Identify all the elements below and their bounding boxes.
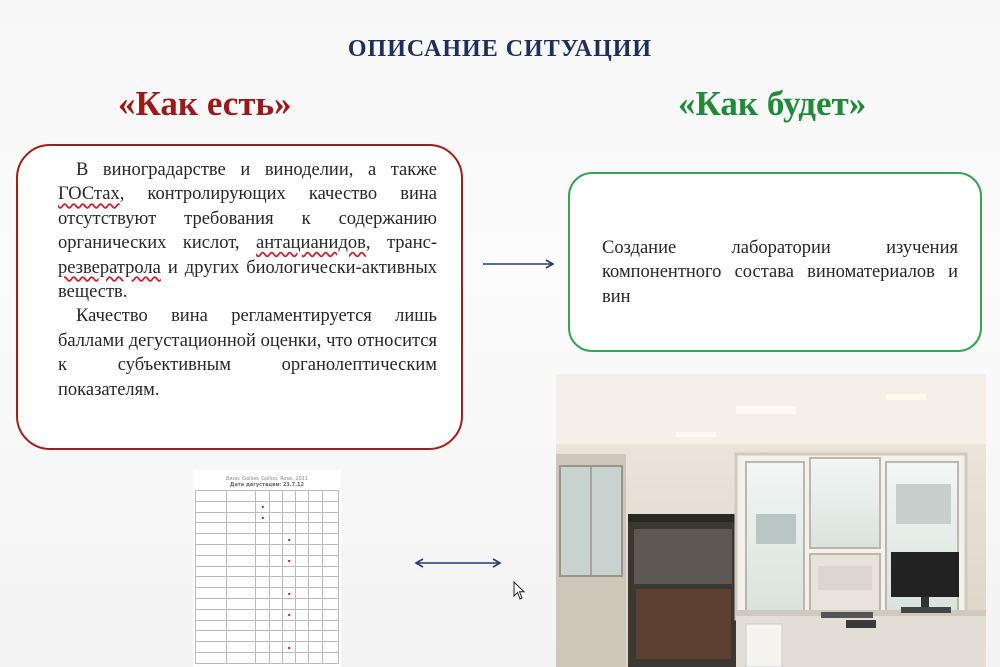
as-is-box xyxy=(16,144,463,450)
slide-title: ОПИСАНИЕ СИТУАЦИИ xyxy=(347,36,653,62)
to-be-box xyxy=(568,172,982,352)
sheet-caption-2: Дата дегустации: 23.7.12 xyxy=(229,482,305,488)
tasting-score-sheet xyxy=(193,470,341,667)
spellcheck-word-resveratrol: резвератрола xyxy=(58,257,161,278)
laboratory-photo xyxy=(556,374,986,667)
to-be-text: Создание лаборатории изучения компонентного состава виноматериалов и вин xyxy=(602,238,958,307)
as-is-paragraph-1: В виноградарстве и виноделии, а также ГОСтах, контролирующих качество вина отсутствуют требования к содержанию органических кислот, антацианидов, транс-резвератрола и других биологически-активных веществ. xyxy=(58,160,437,303)
as-is-paragraph-2: Качество вина регламентируется лишь баллами дегустационной оценки, что относится к субъективным органолептическим показателям. xyxy=(58,306,437,400)
as-is-heading: «Как есть» xyxy=(118,84,292,123)
sheet-caption-1: Винo: Galloo, Galloo, Rose, 2011 xyxy=(225,476,309,482)
to-be-heading: «Как будет» xyxy=(678,84,867,123)
spellcheck-word-anthocyanidins: антацианидов xyxy=(256,233,366,254)
spellcheck-word-gost: ГОСтах xyxy=(58,184,120,205)
score-table: ▪ ▪ ▪ ▪ ▪ ▪ ▪ xyxy=(195,490,339,664)
double-arrow-icon xyxy=(414,557,502,569)
arrow-right-icon xyxy=(482,258,556,270)
mouse-cursor-icon xyxy=(513,581,527,601)
